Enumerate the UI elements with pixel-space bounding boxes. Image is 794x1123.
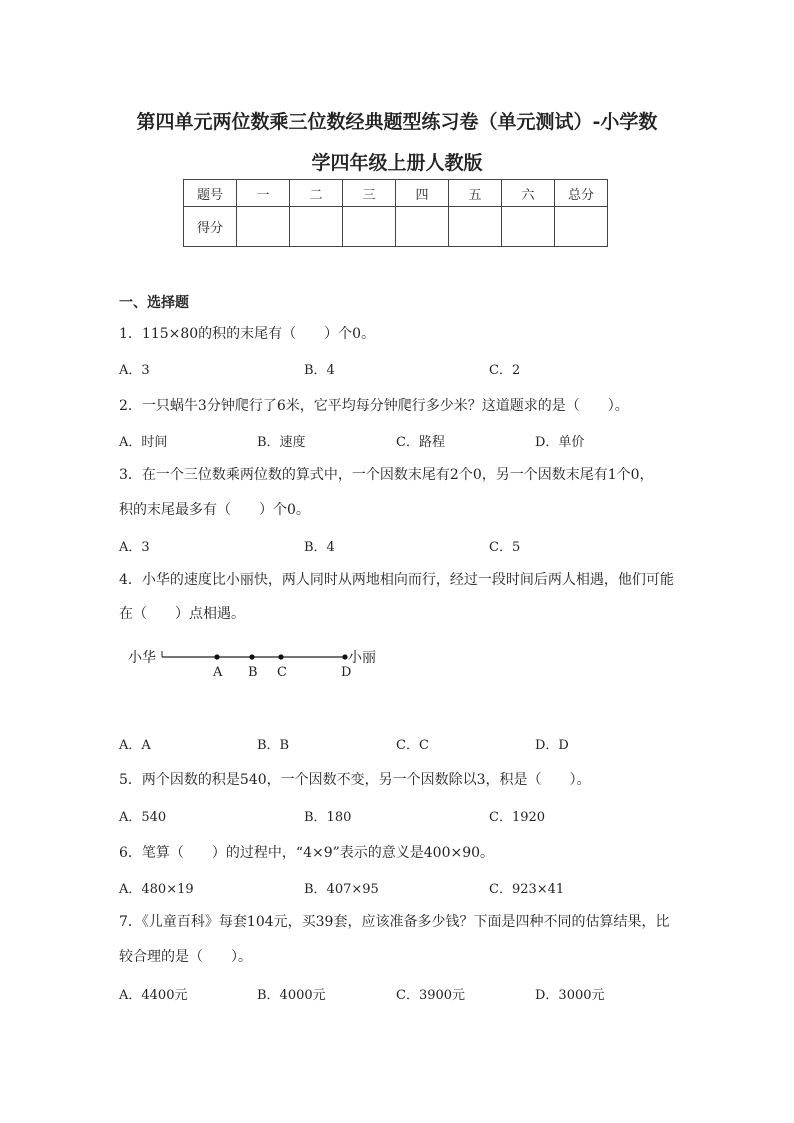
question-1-option-b[interactable]: B．4 (304, 363, 335, 378)
question-6-option-a[interactable]: A．480×19 (119, 882, 194, 897)
question-4-option-d[interactable]: D．D (535, 738, 569, 753)
score-cell (396, 207, 449, 247)
question-6-option-c[interactable]: C．923×41 (489, 882, 565, 897)
score-cell (449, 207, 502, 247)
question-3-line-1: 3．在一个三位数乘两位数的算式中，一个因数末尾有2个0，另一个因数末尾有1个0， (119, 467, 654, 483)
score-header-cell: 一 (237, 180, 290, 207)
diagram-label-b: B (248, 665, 258, 680)
question-7-option-b[interactable]: B．4000元 (257, 988, 326, 1003)
meeting-diagram (128, 645, 388, 681)
diagram-left-name: 小华 (128, 650, 156, 666)
question-6-option-b[interactable]: B．407×95 (304, 882, 379, 897)
question-4-option-b[interactable]: B．B (257, 738, 290, 753)
doc-title-line-1: 第四单元两位数乘三位数经典题型练习卷（单元测试）-小学数 (136, 111, 658, 133)
question-1-option-a[interactable]: A．3 (119, 363, 150, 378)
score-header-cell: 题号 (184, 180, 237, 207)
score-header-cell: 六 (502, 180, 555, 207)
diagram-label-c: C (277, 665, 287, 680)
question-3-option-a[interactable]: A．3 (119, 540, 150, 555)
question-7-line-2: 较合理的是（ ）。 (119, 949, 252, 965)
question-2-line: 2．一只蜗牛3分钟爬行了6米，它平均每分钟爬行多少米？这道题求的是（ ）。 (119, 398, 629, 414)
diagram-label-d: D (341, 665, 352, 680)
question-7-option-d[interactable]: D．3000元 (535, 988, 605, 1003)
score-cell (237, 207, 290, 247)
diagram-point-a (214, 654, 219, 659)
diagram-point-b (249, 654, 254, 659)
question-5-option-b[interactable]: B．180 (304, 810, 352, 825)
question-2-option-d[interactable]: D．单价 (535, 435, 585, 450)
question-6-line: 6．笔算（ ）的过程中，“4×9”表示的意义是400×90。 (119, 845, 495, 861)
score-cell (290, 207, 343, 247)
score-header-cell: 三 (343, 180, 396, 207)
score-header-cell: 总分 (555, 180, 608, 207)
score-cell (343, 207, 396, 247)
diagram-label-a: A (213, 665, 223, 680)
question-5-option-c[interactable]: C．1920 (489, 810, 546, 825)
question-1-option-c[interactable]: C．2 (489, 363, 521, 378)
diagram-point-c (278, 654, 283, 659)
question-4-line-2: 在（ ）点相遇。 (119, 606, 245, 622)
question-2-option-a[interactable]: A．时间 (119, 435, 168, 450)
question-7-option-c[interactable]: C．3900元 (396, 988, 466, 1003)
question-5-line: 5．两个因数的积是540，一个因数不变，另一个因数除以3，积是（ ）。 (119, 772, 591, 788)
question-7-line-1: 7．《儿童百科》每套104元，买39套，应该准备多少钱？下面是四种不同的估算结果，比 (119, 914, 670, 930)
score-header-cell: 二 (290, 180, 343, 207)
score-cell (502, 207, 555, 247)
section-title: 一、选择题 (119, 295, 189, 311)
score-header-cell: 五 (449, 180, 502, 207)
question-1-line: 1．115×80的积的末尾有（ ）个0。 (119, 326, 376, 342)
score-row-label: 得分 (184, 207, 237, 247)
question-4-line-1: 4．小华的速度比小丽快，两人同时从两地相向而行，经过一段时间后两人相遇，他们可能 (119, 572, 674, 588)
score-header-cell: 四 (396, 180, 449, 207)
question-2-option-c[interactable]: C．路程 (396, 435, 445, 450)
question-3-line-2: 积的末尾最多有（ ）个0。 (119, 502, 310, 518)
question-5-option-a[interactable]: A．540 (119, 810, 167, 825)
diagram-point-d (342, 654, 347, 659)
score-table (183, 179, 608, 247)
question-3-option-c[interactable]: C．5 (489, 540, 521, 555)
question-3-option-b[interactable]: B．4 (304, 540, 335, 555)
score-table-header-row (184, 180, 608, 207)
question-7-option-a[interactable]: A．4400元 (119, 988, 188, 1003)
question-4-option-c[interactable]: C．C (396, 738, 429, 753)
question-2-option-b[interactable]: B．速度 (257, 435, 306, 450)
doc-title-line-2: 学四年级上册人教版 (311, 152, 483, 174)
score-table-score-row (184, 207, 608, 247)
score-cell (555, 207, 608, 247)
diagram-right-name: 小丽 (348, 650, 376, 666)
question-4-option-a[interactable]: A．A (119, 738, 151, 753)
